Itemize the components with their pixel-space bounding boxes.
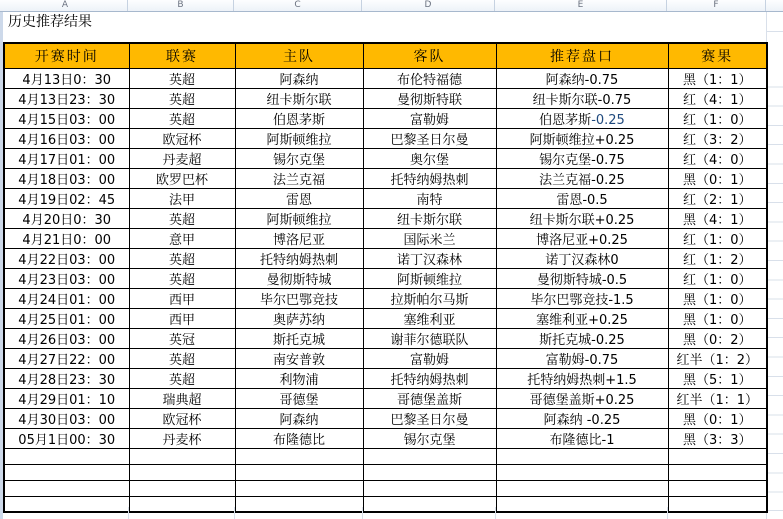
gridline xyxy=(234,507,235,519)
handicap-text: 纽卡斯尔联-0.75 xyxy=(532,92,632,108)
cell-result[interactable]: 黑（1：1） xyxy=(668,68,767,88)
empty-cell[interactable] xyxy=(4,448,129,464)
handicap-text: 阿斯顿维拉+0.25 xyxy=(529,132,635,148)
cell-league[interactable]: 欧冠杯 xyxy=(129,128,235,148)
table-body xyxy=(4,68,767,512)
cell-result[interactable]: 红（4：1） xyxy=(668,88,767,108)
cell-start-time[interactable]: 4月16日03：00 xyxy=(4,128,129,148)
empty-cell[interactable] xyxy=(129,464,235,480)
cell-home-team[interactable]: 托特纳姆热刺 xyxy=(235,248,363,268)
cell-home-team[interactable]: 纽卡斯尔联 xyxy=(235,88,363,108)
cell-handicap[interactable] xyxy=(496,288,668,308)
cell-result[interactable]: 红（1：0） xyxy=(668,228,767,248)
cell-start-time[interactable]: 4月28日23：30 xyxy=(4,368,129,388)
header-home-team[interactable]: 主队 xyxy=(235,43,363,68)
cell-result[interactable]: 红（1：2） xyxy=(668,248,767,268)
empty-cell[interactable] xyxy=(129,480,235,496)
empty-table-row xyxy=(4,496,767,512)
handicap-suffix: -0.25 xyxy=(591,112,625,128)
gridline xyxy=(766,31,783,32)
empty-cell[interactable] xyxy=(496,496,668,512)
empty-cell[interactable] xyxy=(496,480,668,496)
gridline xyxy=(128,507,129,519)
cell-result[interactable]: 红半（1：1） xyxy=(668,388,767,408)
gridline xyxy=(362,507,363,519)
empty-cell[interactable] xyxy=(363,464,496,480)
empty-cell[interactable] xyxy=(363,448,496,464)
column-header-strip xyxy=(0,0,783,12)
cell-handicap[interactable] xyxy=(496,168,668,188)
cell-league[interactable]: 意甲 xyxy=(129,228,235,248)
column-header-F[interactable]: F xyxy=(667,0,766,11)
gridline xyxy=(667,507,668,519)
table-row xyxy=(4,308,767,328)
cell-league[interactable]: 英超 xyxy=(129,348,235,368)
cell-away-team[interactable]: 拉斯帕尔马斯 xyxy=(363,288,496,308)
cell-league[interactable]: 丹麦超 xyxy=(129,148,235,168)
cell-home-team[interactable]: 雷恩 xyxy=(235,188,363,208)
cell-start-time[interactable]: 4月13日23：30 xyxy=(4,88,129,108)
cell-home-team[interactable]: 阿森纳 xyxy=(235,68,363,88)
cell-start-time[interactable]: 4月29日01：10 xyxy=(4,388,129,408)
cell-result[interactable]: 黑（0：1） xyxy=(668,168,767,188)
cell-away-team[interactable]: 富勒姆 xyxy=(363,108,496,128)
header-start-time[interactable]: 开赛时间 xyxy=(4,43,129,68)
cell-league[interactable]: 英超 xyxy=(129,368,235,388)
empty-cell[interactable] xyxy=(668,448,767,464)
table-row xyxy=(4,108,767,128)
cell-away-team[interactable]: 纽卡斯尔联 xyxy=(363,208,496,228)
cell-league[interactable]: 英超 xyxy=(129,248,235,268)
empty-cell[interactable] xyxy=(668,464,767,480)
empty-cell[interactable] xyxy=(363,480,496,496)
cell-start-time[interactable]: 4月15日03：00 xyxy=(4,108,129,128)
cell-handicap[interactable] xyxy=(496,248,668,268)
cell-away-team[interactable]: 南特 xyxy=(363,188,496,208)
cell-result[interactable]: 黑（4：1） xyxy=(668,208,767,228)
cell-start-time[interactable]: 05月1日00：30 xyxy=(4,428,129,448)
table-row xyxy=(4,388,767,408)
table-row xyxy=(4,348,767,368)
table-row xyxy=(4,168,767,188)
empty-cell[interactable] xyxy=(363,496,496,512)
cell-result[interactable]: 红（1：0） xyxy=(668,108,767,128)
empty-table-row xyxy=(4,464,767,480)
cell-result[interactable]: 红（3：2） xyxy=(668,128,767,148)
recommendations-table xyxy=(3,42,768,513)
cell-away-team[interactable]: 托特纳姆热刺 xyxy=(363,368,496,388)
cell-handicap[interactable] xyxy=(496,348,668,368)
cell-league[interactable]: 英超 xyxy=(129,88,235,108)
cell-handicap[interactable] xyxy=(496,228,668,248)
gridline-right-strip xyxy=(766,68,783,507)
cell-away-team[interactable]: 诺丁汉森林 xyxy=(363,248,496,268)
cell-away-team[interactable]: 锡尔克堡 xyxy=(363,428,496,448)
cell-away-team[interactable]: 巴黎圣日尔曼 xyxy=(363,128,496,148)
cell-home-team[interactable]: 锡尔克堡 xyxy=(235,148,363,168)
handicap-text: 曼彻斯特城-0.5 xyxy=(536,272,628,288)
strip-tail xyxy=(766,0,782,11)
header-away-team[interactable]: 客队 xyxy=(363,43,496,68)
empty-cell[interactable] xyxy=(129,448,235,464)
cell-handicap[interactable] xyxy=(496,68,668,88)
column-header-C[interactable]: C xyxy=(234,0,362,11)
cell-away-team[interactable]: 布伦特福德 xyxy=(363,68,496,88)
cell-home-team[interactable]: 阿斯顿维拉 xyxy=(235,128,363,148)
handicap-text: 哥德堡盖斯+0.25 xyxy=(529,392,635,408)
table-row xyxy=(4,328,767,348)
cell-away-team[interactable]: 富勒姆 xyxy=(363,348,496,368)
header-league[interactable]: 联赛 xyxy=(129,43,235,68)
empty-cell[interactable] xyxy=(4,464,129,480)
cell-away-team[interactable]: 奥尔堡 xyxy=(363,148,496,168)
handicap-text: 雷恩-0.5 xyxy=(556,192,608,208)
cell-handicap[interactable] xyxy=(496,88,668,108)
table-row xyxy=(4,288,767,308)
cell-handicap[interactable] xyxy=(496,308,668,328)
cell-home-team[interactable]: 阿森纳 xyxy=(235,408,363,428)
cell-away-team[interactable]: 巴黎圣日尔曼 xyxy=(363,408,496,428)
cell-home-team[interactable]: 博洛尼亚 xyxy=(235,228,363,248)
empty-cell[interactable] xyxy=(235,464,363,480)
handicap-text: 诺丁汉森林0 xyxy=(545,252,619,268)
cell-start-time[interactable]: 4月25日01：00 xyxy=(4,308,129,328)
cell-start-time[interactable]: 4月13日0：30 xyxy=(4,68,129,88)
cell-away-team[interactable]: 塞维利亚 xyxy=(363,308,496,328)
cell-league[interactable]: 英冠 xyxy=(129,328,235,348)
table-row xyxy=(4,248,767,268)
empty-cell[interactable] xyxy=(496,448,668,464)
cell-home-team[interactable]: 伯恩茅斯 xyxy=(235,108,363,128)
cell-result[interactable]: 黑（1：0） xyxy=(668,308,767,328)
handicap-text: 斯托克城-0.25 xyxy=(539,332,625,348)
cell-away-team[interactable]: 国际米兰 xyxy=(363,228,496,248)
empty-cell[interactable] xyxy=(4,480,129,496)
handicap-text: 毕尔巴鄂竞技-1.5 xyxy=(530,292,634,308)
cell-league[interactable]: 丹麦杯 xyxy=(129,428,235,448)
cell-away-team[interactable]: 阿斯顿维拉 xyxy=(363,268,496,288)
empty-cell[interactable] xyxy=(496,464,668,480)
cell-handicap[interactable] xyxy=(496,328,668,348)
cell-start-time[interactable]: 4月26日03：00 xyxy=(4,328,129,348)
sheet-title[interactable]: 历史推荐结果 xyxy=(8,14,92,30)
cell-result[interactable]: 红（1：0） xyxy=(668,268,767,288)
table-row xyxy=(4,208,767,228)
cell-home-team[interactable]: 法兰克福 xyxy=(235,168,363,188)
cell-result[interactable]: 黑（5：1） xyxy=(668,368,767,388)
handicap-text: 布隆德比-1 xyxy=(549,432,615,448)
cell-result[interactable]: 红（2：1） xyxy=(668,188,767,208)
cell-league[interactable]: 欧冠杯 xyxy=(129,408,235,428)
cell-home-team[interactable]: 曼彻斯特城 xyxy=(235,268,363,288)
cell-start-time[interactable]: 4月20日0：30 xyxy=(4,208,129,228)
empty-cell[interactable] xyxy=(235,480,363,496)
cell-start-time[interactable]: 4月24日01：00 xyxy=(4,288,129,308)
cell-result[interactable]: 红半（1：2） xyxy=(668,348,767,368)
cell-start-time[interactable]: 4月18日03：00 xyxy=(4,168,129,188)
header-result[interactable]: 赛果 xyxy=(668,43,767,68)
empty-cell[interactable] xyxy=(235,448,363,464)
cell-home-team[interactable]: 毕尔巴鄂竞技 xyxy=(235,288,363,308)
cell-league[interactable]: 英超 xyxy=(129,108,235,128)
cell-away-team[interactable]: 哥德堡盖斯 xyxy=(363,388,496,408)
cell-result[interactable]: 黑（0：1） xyxy=(668,408,767,428)
cell-league[interactable]: 法甲 xyxy=(129,188,235,208)
cell-handicap[interactable] xyxy=(496,128,668,148)
cell-league[interactable]: 英超 xyxy=(129,208,235,228)
cell-away-team[interactable]: 谢菲尔德联队 xyxy=(363,328,496,348)
cell-league[interactable]: 英超 xyxy=(129,268,235,288)
empty-table-row xyxy=(4,448,767,464)
handicap-text: 阿森纳 -0.25 xyxy=(543,412,621,428)
handicap-text: 纽卡斯尔联+0.25 xyxy=(529,212,635,228)
table-row xyxy=(4,128,767,148)
table-row xyxy=(4,268,767,288)
cell-start-time[interactable]: 4月19日02：45 xyxy=(4,188,129,208)
cell-handicap[interactable] xyxy=(496,428,668,448)
cell-league[interactable]: 欧罗巴杯 xyxy=(129,168,235,188)
empty-cell[interactable] xyxy=(129,496,235,512)
handicap-text: 托特纳姆热刺+1.5 xyxy=(527,372,637,388)
cell-home-team[interactable]: 哥德堡 xyxy=(235,388,363,408)
empty-cell[interactable] xyxy=(4,496,129,512)
gridline xyxy=(495,507,496,519)
table-row xyxy=(4,68,767,88)
handicap-text: 法兰克福-0.25 xyxy=(539,172,625,188)
cell-start-time[interactable]: 4月22日03：00 xyxy=(4,248,129,268)
cell-result[interactable]: 黑（3：3） xyxy=(668,428,767,448)
handicap-text: 博洛尼亚+0.25 xyxy=(536,232,628,248)
empty-cell[interactable] xyxy=(668,480,767,496)
empty-cell[interactable] xyxy=(235,496,363,512)
cell-handicap[interactable] xyxy=(496,188,668,208)
cell-handicap[interactable] xyxy=(496,408,668,428)
cell-league[interactable]: 瑞典超 xyxy=(129,388,235,408)
handicap-text: 锡尔克堡-0.75 xyxy=(539,152,625,168)
column-header-B[interactable]: B xyxy=(128,0,234,11)
handicap-text: 阿森纳-0.75 xyxy=(545,72,619,88)
table-row xyxy=(4,408,767,428)
column-header-E[interactable]: E xyxy=(495,0,667,11)
handicap-text: 塞维利亚+0.25 xyxy=(536,312,628,328)
cell-start-time[interactable]: 4月27日22：00 xyxy=(4,348,129,368)
cell-home-team[interactable]: 南安普敦 xyxy=(235,348,363,368)
cell-start-time[interactable]: 4月23日03：00 xyxy=(4,268,129,288)
cell-start-time[interactable]: 4月21日0：00 xyxy=(4,228,129,248)
cell-away-team[interactable]: 曼彻斯特联 xyxy=(363,88,496,108)
cell-result[interactable]: 黑（0：2） xyxy=(668,328,767,348)
cell-start-time[interactable]: 4月17日01：00 xyxy=(4,148,129,168)
cell-result[interactable]: 黑（1：0） xyxy=(668,288,767,308)
header-row xyxy=(4,43,767,68)
column-header-A[interactable]: A xyxy=(3,0,128,11)
cell-home-team[interactable]: 利物浦 xyxy=(235,368,363,388)
handicap-text: 富勒姆-0.75 xyxy=(545,352,619,368)
table-row xyxy=(4,428,767,448)
cell-away-team[interactable]: 托特纳姆热刺 xyxy=(363,168,496,188)
cell-handicap[interactable] xyxy=(496,368,668,388)
empty-cell[interactable] xyxy=(668,496,767,512)
cell-handicap[interactable] xyxy=(496,108,668,128)
table-row xyxy=(4,88,767,108)
header-handicap[interactable]: 推荐盘口 xyxy=(496,43,668,68)
cell-home-team[interactable]: 阿斯顿维拉 xyxy=(235,208,363,228)
column-header-D[interactable]: D xyxy=(362,0,495,11)
cell-start-time[interactable]: 4月30日03：00 xyxy=(4,408,129,428)
table-row xyxy=(4,148,767,168)
cell-handicap[interactable] xyxy=(496,388,668,408)
cell-result[interactable]: 红（4：0） xyxy=(668,148,767,168)
empty-table-row xyxy=(4,480,767,496)
cell-league[interactable]: 英超 xyxy=(129,68,235,88)
cell-handicap[interactable] xyxy=(496,208,668,228)
handicap-text: 伯恩茅斯 xyxy=(539,112,592,128)
table-row xyxy=(4,228,767,248)
cell-league[interactable]: 西甲 xyxy=(129,308,235,328)
cell-home-team[interactable]: 布隆德比 xyxy=(235,428,363,448)
cell-handicap[interactable] xyxy=(496,268,668,288)
table-row xyxy=(4,188,767,208)
cell-league[interactable]: 西甲 xyxy=(129,288,235,308)
table-row xyxy=(4,368,767,388)
cell-home-team[interactable]: 斯托克城 xyxy=(235,328,363,348)
cell-home-team[interactable]: 奥萨苏纳 xyxy=(235,308,363,328)
cell-handicap[interactable] xyxy=(496,148,668,168)
